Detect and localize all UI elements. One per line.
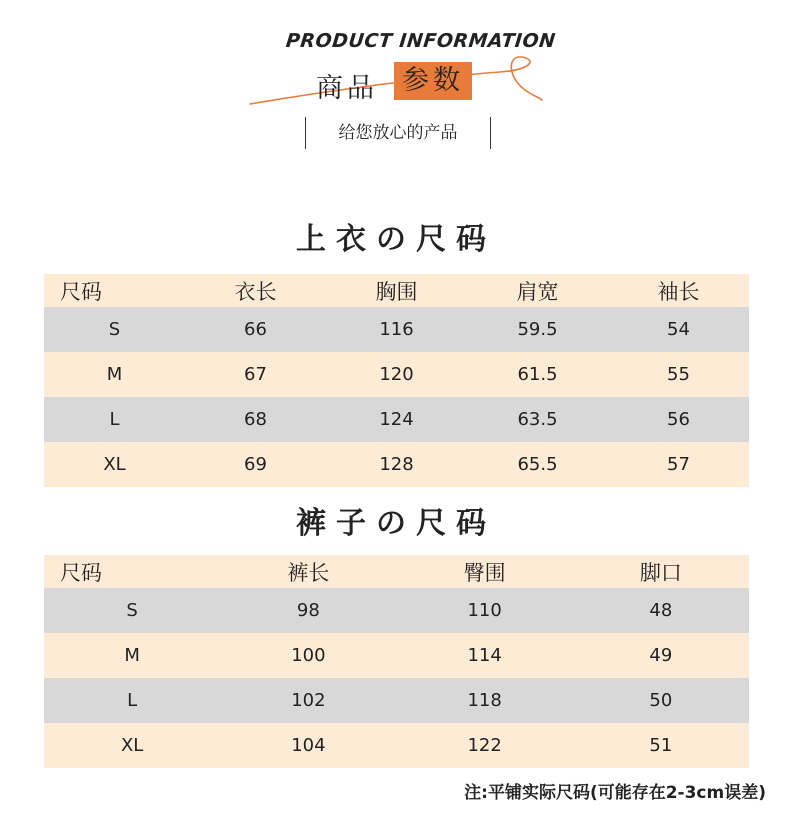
column-header: 尺码 [44,274,185,307]
tops-size-title: 上衣の尺码 [296,222,496,257]
column-header: 衣长 [185,274,326,307]
table-cell: XL [44,723,220,768]
table-row [44,352,749,397]
table-cell: 124 [326,397,467,442]
page-title-highlight: 参数 [394,62,472,100]
table-cell: 116 [326,307,467,352]
page-title-part1: 商品 [316,73,378,104]
measurement-footnote: 注:平铺实际尺码(可能存在2-3cm误差) [464,783,766,803]
column-header: 袖长 [608,274,749,307]
product-information-label: PRODUCT INFORMATION [284,30,557,52]
pants-size-table [44,555,749,768]
table-cell: S [44,588,220,633]
table-row [44,307,749,352]
table-cell: L [44,678,220,723]
table-cell: 48 [573,588,749,633]
table-cell: 68 [185,397,326,442]
table-cell: 102 [220,678,396,723]
table-cell: M [44,633,220,678]
table-cell: 128 [326,442,467,487]
table-cell: 54 [608,307,749,352]
table-cell: 59.5 [467,307,608,352]
table-cell: 61.5 [467,352,608,397]
table-row [44,723,749,768]
column-header: 胸围 [326,274,467,307]
table-cell: 55 [608,352,749,397]
table-cell: XL [44,442,185,487]
table-row [44,397,749,442]
table-cell: 49 [573,633,749,678]
table-header-row [44,274,749,307]
table-cell: 67 [185,352,326,397]
table-cell: 110 [397,588,573,633]
table-cell: 104 [220,723,396,768]
table-cell: L [44,397,185,442]
table-cell: 122 [397,723,573,768]
table-cell: 65.5 [467,442,608,487]
table-cell: 98 [220,588,396,633]
table-row [44,442,749,487]
table-cell: 51 [573,723,749,768]
table-row [44,633,749,678]
header-banner [0,0,792,160]
table-cell: 69 [185,442,326,487]
table-cell: 57 [608,442,749,487]
column-header: 脚口 [573,555,749,588]
table-cell: M [44,352,185,397]
column-header: 肩宽 [467,274,608,307]
table-cell: 120 [326,352,467,397]
table-cell: 100 [220,633,396,678]
tops-size-table [44,274,749,487]
table-cell: 114 [397,633,573,678]
column-header: 尺码 [44,555,220,588]
table-cell: 56 [608,397,749,442]
pants-size-title: 裤子の尺码 [296,506,496,541]
table-cell: S [44,307,185,352]
table-cell: 66 [185,307,326,352]
table-row [44,678,749,723]
column-header: 裤长 [220,555,396,588]
table-cell: 118 [397,678,573,723]
column-header: 臀围 [397,555,573,588]
table-row [44,588,749,633]
table-cell: 50 [573,678,749,723]
table-header-row [44,555,749,588]
page-subtitle: 给您放心的产品 [305,117,491,149]
table-cell: 63.5 [467,397,608,442]
